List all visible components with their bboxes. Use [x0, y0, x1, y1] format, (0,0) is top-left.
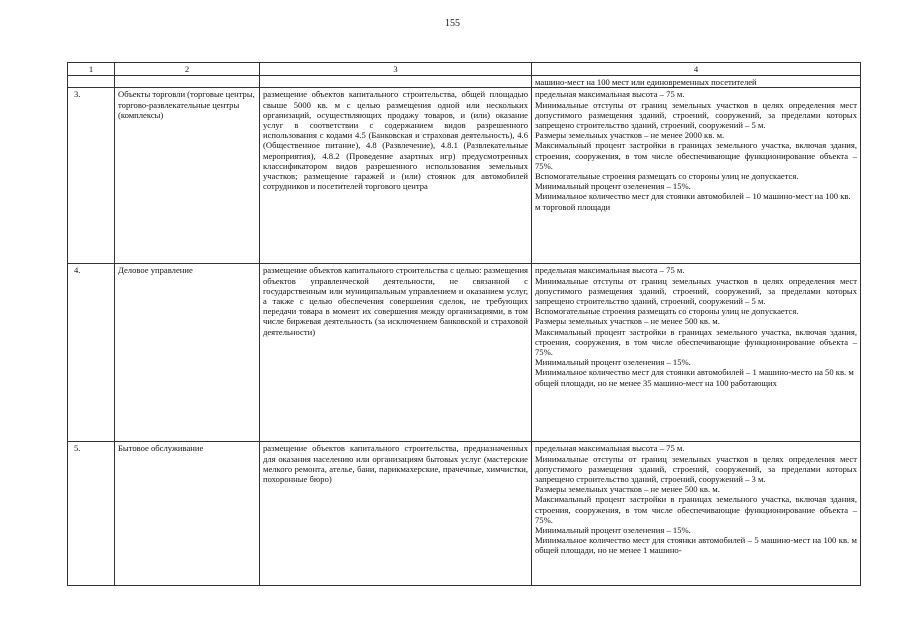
parameter-line: Минимальные отступы от границ земельных участков в целях определения мест допустимого размещения зданий, строений, сооружений, за пределами которых запрещено строительство зданий, строений, сооружений – 5 м.: [535, 275, 857, 307]
parameter-line: Максимальный процент застройки в границах земельного участка, включая здания, строения, сооружения, в том числе обеспечивающие функционирование объекта – 75%.: [535, 140, 857, 171]
parameter-line: Вспомогательные строения размещать со стороны улиц не допускается.: [535, 306, 799, 317]
cell-name: [115, 76, 260, 88]
parameter-line: Размеры земельных участков – не менее 2000 кв. м.: [535, 130, 725, 141]
cell-name: Бытовое обслуживание: [115, 442, 260, 586]
cell-description: размещение объектов капитального строительства, общей площадью свыше 5000 кв. м с целью размещения одной или нескольких организаций, осуществляющих продажу товаров, и (или) оказание услуг в соответствии с содержанием видов разрешенного использования с кодами 4.5 (Банковская и страховая деятельность), 4.6 (Общественное питание), 4.8 (Развлечение), 4.8.1 (Развлекательные мероприятия), 4.8.2 (Проведение азартных игр) предусмотренных классификатором видов разрешенного использования земельных участков; размещение гаражей и (или) стоянок для автомобилей сотрудников и посетителей торгового центра: [260, 88, 532, 264]
parameter-line: Размеры земельных участков – не менее 500 кв. м.: [535, 484, 720, 495]
cell-parameters: [532, 88, 861, 264]
parameter-line: предельная максимальная высота – 75 м.: [535, 265, 685, 276]
cell-parameters: [532, 76, 861, 88]
cell-parameters: [532, 442, 861, 586]
cell-name: Деловое управление: [115, 264, 260, 442]
cell-parameters: [532, 264, 861, 442]
parameter-line: Минимальное количество мест для стоянки автомобилей – 10 машино-мест на 100 кв. м торговой площади: [535, 191, 851, 212]
header-cell: 2: [115, 63, 260, 76]
parameter-line: Максимальный процент застройки в границах земельного участка, включая здания, строения, сооружения, в том числе обеспечивающие функционирование объекта – 75%.: [535, 326, 857, 358]
table-row: [68, 264, 861, 442]
parameter-line: предельная максимальная высота – 75 м.: [535, 89, 685, 100]
cell-num: [68, 76, 115, 88]
parameter-line: Минимальный процент озеленения – 15%.: [535, 181, 691, 192]
parameter-line: Вспомогательные строения размещать со стороны улиц не допускается.: [535, 171, 799, 182]
parameter-line: Максимальный процент застройки в границах земельного участка, включая здания, строения, сооружения, в том числе обеспечивающие функционирование объекта – 75%.: [535, 494, 857, 525]
table-row-carry: [68, 76, 861, 88]
table-header-row: [68, 63, 861, 76]
header-cell: 3: [260, 63, 532, 76]
cell-description: [260, 76, 532, 88]
cell-num: 3.: [68, 88, 115, 264]
parameter-line: Минимальный процент озеленения – 15%.: [535, 525, 691, 536]
table-row: [68, 442, 861, 586]
cell-name: Объекты торговли (торговые центры, торгово-развлекательные центры (комплексы): [115, 88, 260, 264]
parameter-line: Минимальное количество мест для стоянки автомобилей – 1 машино-место на 50 кв. м общей площади, но не менее 35 машино-мест на 100 работающих: [535, 367, 854, 388]
header-cell: 1: [68, 63, 115, 76]
cell-description: размещение объектов капитального строительства с целью: размещения объектов управленческой деятельности, не связанной с государственным или муниципальным управлением и оказанием услуг, а также с целью обеспечения совершения сделок, не требующих передачи товара в момент их совершения между организациями, в том числе биржевая деятельность (за исключением банковской и страховой деятельности): [260, 264, 532, 442]
cell-num: 5.: [68, 442, 115, 586]
parameter-line: Минимальные отступы от границ земельных участков в целях определения мест допустимого размещения зданий, строений, сооружений, за пределами которых запрещено строительство зданий, строений, сооружений – 3 м.: [535, 453, 857, 485]
parameter-line: Размеры земельных участков – не менее 500 кв. м.: [535, 316, 720, 327]
parameter-line: предельная максимальная высота – 75 м.: [535, 443, 685, 454]
table-row: [68, 88, 861, 264]
parameter-line: Минимальное количество мест для стоянки автомобилей – 5 машино-мест на 100 кв. м общей площади, но не менее 1 машино-: [535, 535, 857, 556]
parameter-line: машино-мест на 100 мест или единовременных посетителей: [535, 77, 757, 88]
header-cell: 4: [532, 63, 861, 76]
page-number: 155: [445, 18, 460, 29]
parameter-line: Минимальный процент озеленения – 15%.: [535, 357, 691, 368]
cell-description: размещение объектов капитального строительства, предназначенных для оказания населению или организациям бытовых услуг (мастерские мелкого ремонта, ателье, бани, парикмахерские, прачечные, химчистки, похоронные бюро): [260, 442, 532, 586]
cell-num: 4.: [68, 264, 115, 442]
regulations-table: [67, 62, 861, 586]
parameter-line: Минимальные отступы от границ земельных участков в целях определения мест допустимого размещения зданий, строений, сооружений, за пределами которых запрещено строительство зданий, строений, сооружений – 5 м.: [535, 99, 857, 131]
